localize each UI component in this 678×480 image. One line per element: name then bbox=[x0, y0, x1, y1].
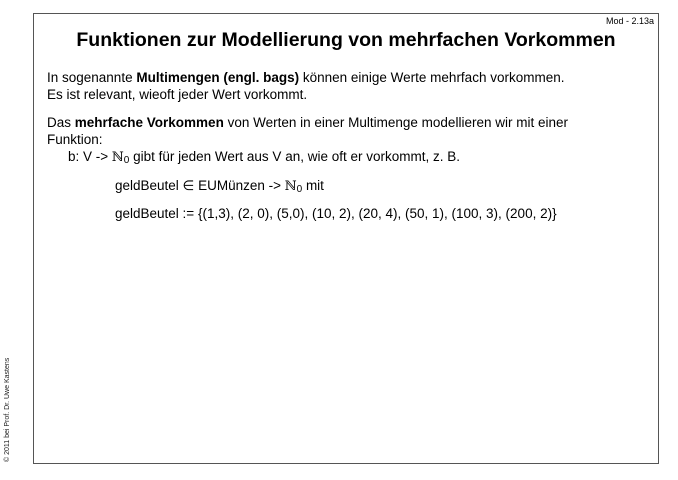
para1-pre: In sogenannte bbox=[47, 70, 137, 85]
slide-id: Mod - 2.13a bbox=[605, 16, 654, 26]
definition-line bbox=[68, 148, 460, 167]
para2-line2: Funktion: bbox=[47, 132, 103, 147]
para2-bold: mehrfache Vorkommen bbox=[74, 115, 224, 130]
def-post: gibt für jeden Wert aus V an, wie oft er vorkommt, z. B. bbox=[129, 149, 460, 164]
natural-numbers-symbol: ℕ bbox=[111, 150, 124, 165]
para1-post: können einige Werte mehrfach vorkommen. bbox=[299, 70, 565, 85]
example-definition: geldBeutel := {(1,3), (2, 0), (5,0), (10, 2), (20, 4), (50, 1), (100, 3), (200, 2)} bbox=[115, 206, 557, 221]
example1-post: mit bbox=[302, 178, 324, 193]
natural-numbers-symbol: ℕ bbox=[284, 179, 297, 194]
example1-pre: geldBeutel ∈ EUMünzen -> bbox=[115, 178, 285, 193]
def-pre: b: V -> bbox=[68, 149, 112, 164]
paragraph-vorkommen bbox=[47, 114, 568, 148]
para1-line2: Es ist relevant, wieoft jeder Wert vorkommt. bbox=[47, 87, 308, 102]
paragraph-multimengen bbox=[47, 69, 564, 103]
para2-pre: Das bbox=[47, 115, 75, 130]
para1-bold: Multimengen (engl. bags) bbox=[136, 70, 300, 85]
para2-post: von Werten in einer Multimenge modellieren wir mit einer bbox=[223, 115, 568, 130]
copyright-note: © 2011 bei Prof. Dr. Uwe Kastens bbox=[4, 357, 11, 462]
example-signature bbox=[115, 177, 324, 196]
slide-title: Funktionen zur Modellierung von mehrfachen Vorkommen bbox=[76, 29, 616, 51]
subscript-zero: 0 bbox=[123, 155, 130, 166]
subscript-zero: 0 bbox=[296, 184, 303, 195]
